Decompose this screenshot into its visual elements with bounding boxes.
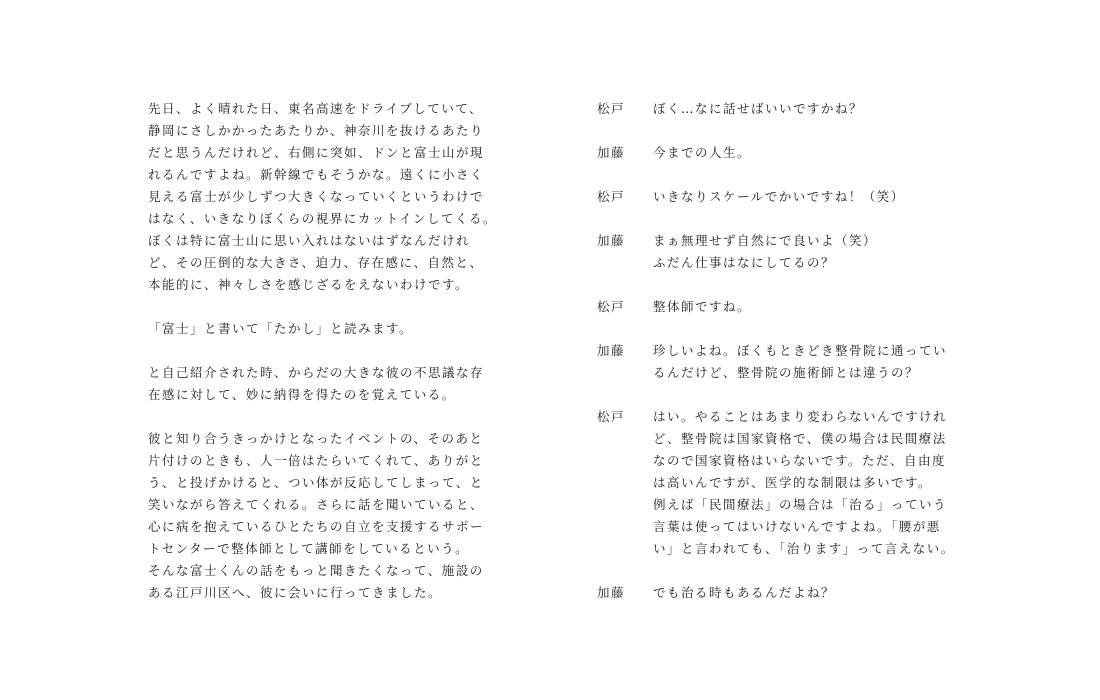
essay-line: トセンターで整体師として講師をしているという。 [148,541,470,556]
essay-paragraph [148,428,498,604]
dialogue-turn [597,98,977,120]
utterance-line: ど、整骨院は国家資格で、僕の場合は民間療法 [653,431,947,446]
dialogue-turn [597,296,977,318]
essay-line: 見える富士が少しずつ大きくなっていくというわけで [148,189,485,204]
paragraph-gap [148,406,498,428]
essay-paragraph [148,98,498,296]
essay-line: ぼくは特に富士山に思い入れはないはずなんだけれ [148,233,471,248]
utterance-line: 整体師ですね。 [653,299,752,314]
paragraph-gap [148,340,498,362]
utterance [653,296,977,318]
utterance [653,142,977,164]
utterance-line: ふだん仕事はなにしてるの？ [653,255,836,270]
essay-line: う、と投げかけると、つい体が反応してしまって、と [148,475,484,490]
essay-line: と自己紹介された時、からだの大きな彼の不思議な存 [148,365,485,380]
dialogue-turn [597,186,977,208]
speaker-name: 松戸 [597,101,626,116]
utterance [653,230,977,274]
utterance [653,340,977,384]
essay-line: 片付けのときも、人一倍はたらいてくれて、ありがと [148,453,484,468]
speaker-name: 松戸 [597,189,626,204]
utterance-line: ぼく…なに話せばいいですかね？ [653,101,864,116]
essay-line: 静岡にさしかかったあたりか、神奈川を抜けるあたり [148,123,485,138]
utterance [653,186,977,208]
essay-line: れるんですよね。新幹線でもそうかな。遠くに小さく [148,167,485,182]
utterance-line: るんだけど、整骨院の施術師とは違うの？ [653,365,920,380]
essay-line: 笑いながら答えてくれる。さらに話を聞いていると、 [148,497,485,512]
speaker-name: 加藤 [597,145,626,160]
essay-paragraph [148,318,498,340]
dialogue-turn [597,582,977,604]
utterance-line: でも治る時もあるんだよね？ [653,585,836,600]
utterance [653,582,977,604]
utterance-line: 例えば「民間療法」の場合は「治る」っていう [653,497,948,512]
utterance-line: いきなりスケールでかいですね！（笑） [653,189,905,204]
essay-line: 「富士」と書いて「たかし」と読みます。 [148,321,414,336]
utterance-line: なので国家資格はいらないです。ただ、自由度 [653,453,947,468]
utterance [653,406,977,560]
essay-paragraph [148,362,498,406]
utterance [653,98,977,120]
dialogue-turn [597,230,977,274]
essay-line: 本能的に、神々しさを感じざるをえないわけです。 [148,277,470,292]
speaker-name: 加藤 [597,343,626,358]
utterance-line: い」と言われても、「治ります」って言えない。 [653,541,955,556]
dialogue-turn [597,406,977,560]
interview-column [597,98,977,626]
essay-line: そんな富士くんの話をもっと聞きたくなって、施設の [148,563,484,578]
essay-line: 彼と知り合うきっかけとなったイベントの、そのあと [148,431,484,446]
utterance-line: はい。やることはあまり変わらないんですけれ [653,409,948,424]
utterance-line: 珍しいよね。ぼくもときどき整骨院に通ってい [653,343,948,358]
utterance-line: まぁ無理せず自然にで良いよ（笑） [653,233,878,248]
essay-line: 先日、よく晴れた日、東名高速をドライブしていて、 [148,101,484,116]
speaker-name: 加藤 [597,585,626,600]
utterance-line: 言葉は使ってはいけないんですよね。「腰が悪 [653,519,941,534]
essay-line: 在感に対して、妙に納得を得たのを覚えている。 [148,387,456,402]
speaker-name: 松戸 [597,299,626,314]
utterance-line: は高いんですが、医学的な制限は多いです。 [653,475,933,490]
dialogue-turn [597,142,977,164]
essay-line: ど、その圧倒的な大きさ、迫力、存在感に、自然と、 [148,255,484,270]
dialogue-turn [597,340,977,384]
essay-line: だと思うんだけれど、右側に突如、ドンと富士山が現 [148,145,485,160]
essay-line: はなく、いきなりぼくらの視界にカットインしてくる。 [148,211,498,226]
essay-line: ある江戸川区へ、彼に会いに行ってきました。 [148,585,443,600]
essay-column [148,98,498,604]
utterance-line: 今までの人生。 [653,145,752,160]
speaker-name: 松戸 [597,409,626,424]
essay-line: 心に病を抱えているひとたちの自立を支援するサポー [148,519,485,534]
paragraph-gap [148,296,498,318]
speaker-name: 加藤 [597,233,626,248]
